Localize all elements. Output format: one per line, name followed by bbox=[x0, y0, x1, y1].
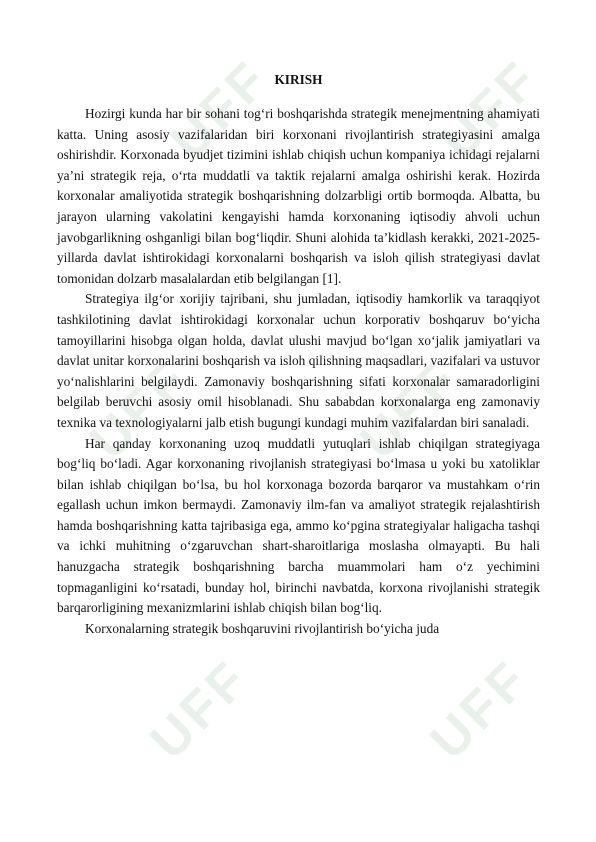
watermark: UFF bbox=[429, 49, 551, 171]
document-body bbox=[57, 70, 540, 639]
paragraph: Korxonalarning strategik boshqaruvini rivojlantirish bo‘yicha juda bbox=[85, 620, 440, 636]
watermark: UFF bbox=[419, 649, 541, 771]
watermark: UFF bbox=[159, 49, 281, 171]
watermark: UFF bbox=[349, 349, 471, 471]
watermark: UFF bbox=[79, 349, 201, 471]
paragraph: Hozirgi kunda har bir sohani tog‘ri boshqarishda strategik menejmentning ahamiyati katta. Uning asosiy vazifalaridan biri korxonani rivojlantirish strategiyasini amalga oshirishdir. Korxonada byudjet tizimini ishlab chiqish uchun kompaniya ichidagi rejalarni ya’ni strategik reja, o‘rta muddatli va taktik rejalarni amalga oshirishi kerak. Hozirda korxonalar amaliyotida strategik boshqarishning dolzarbligi ortib bormoqda. Albatta, bu jarayon ularning vakolatini kengayishi hamda korxonaning iqtisodiy ahvoli uchun javobgarlikning oshganligi bilan bog‘liqdir. Shuni alohida ta’kidlash kerakki, 2021-2025-yillarda davlat ishtirokidagi korxonalarni boshqarish va isloh qilish strategiyasi davlat tomonidan dolzarb masalalardan etib belgilangan [1]. bbox=[57, 106, 540, 286]
watermark: UFF bbox=[139, 649, 261, 771]
paragraph: Strategiya ilg‘or xorijiy tajribani, shu jumladan, iqtisodiy hamkorlik va taraqqiyot tashkilotining davlat ishtirokidagi korxonalar uchun korporativ boshqaruv bo‘yicha tamoyillarini hisobga olgan holda, davlat ulushi mavjud bo‘lgan xo‘jalik jamiyatlari va davlat unitar korxonalarini boshqarish va isloh qilishning maqsadlari, vazifalari va ustuvor yo‘nalishlarini belgilaydi. Zamonaviy boshqarishning sifati korxonalar samaradorligini belgilab beruvchi asosiy omil hisoblanadi. Shu sababdan korxonalarga eng zamonaviy texnika va texnologiyalarni jalb etish bugungi kundagi muhim vazifalardan biri sanaladi. bbox=[57, 291, 540, 430]
paragraph: Har qanday korxonaning uzoq muddatli yutuqlari ishlab chiqilgan strategiyaga bog‘liq bo‘ladi. Agar korxonaning rivojlanish strategiyasi bo‘lmasa u yoki bu xatoliklar bilan ishlab chiqilgan bo‘lsa, bu hol korxonaga bozorda barqaror va mustahkam o‘rin egallash uchun imkon bermaydi. Zamonaviy ilm-fan va amaliyot strategik rejalashtirish hamda boshqarishning katta tajribasiga ega, ammo ko‘pgina strategiyalar haligacha tashqi va ichki muhitning o‘zgaruvchan shart-sharoitlariga moslasha olmayapti. Bu hali hanuzgacha strategik boshqarishning barcha muammolari ham o‘z yechimini topmaganligini ko‘rsatadi, bunday hol, birinchi navbatda, korxona rivojlanishi strategik barqarorligining mexanizmlarini ishlab chiqish bilan bog‘liq. bbox=[57, 435, 540, 616]
page-title: KIRISH bbox=[274, 72, 323, 87]
